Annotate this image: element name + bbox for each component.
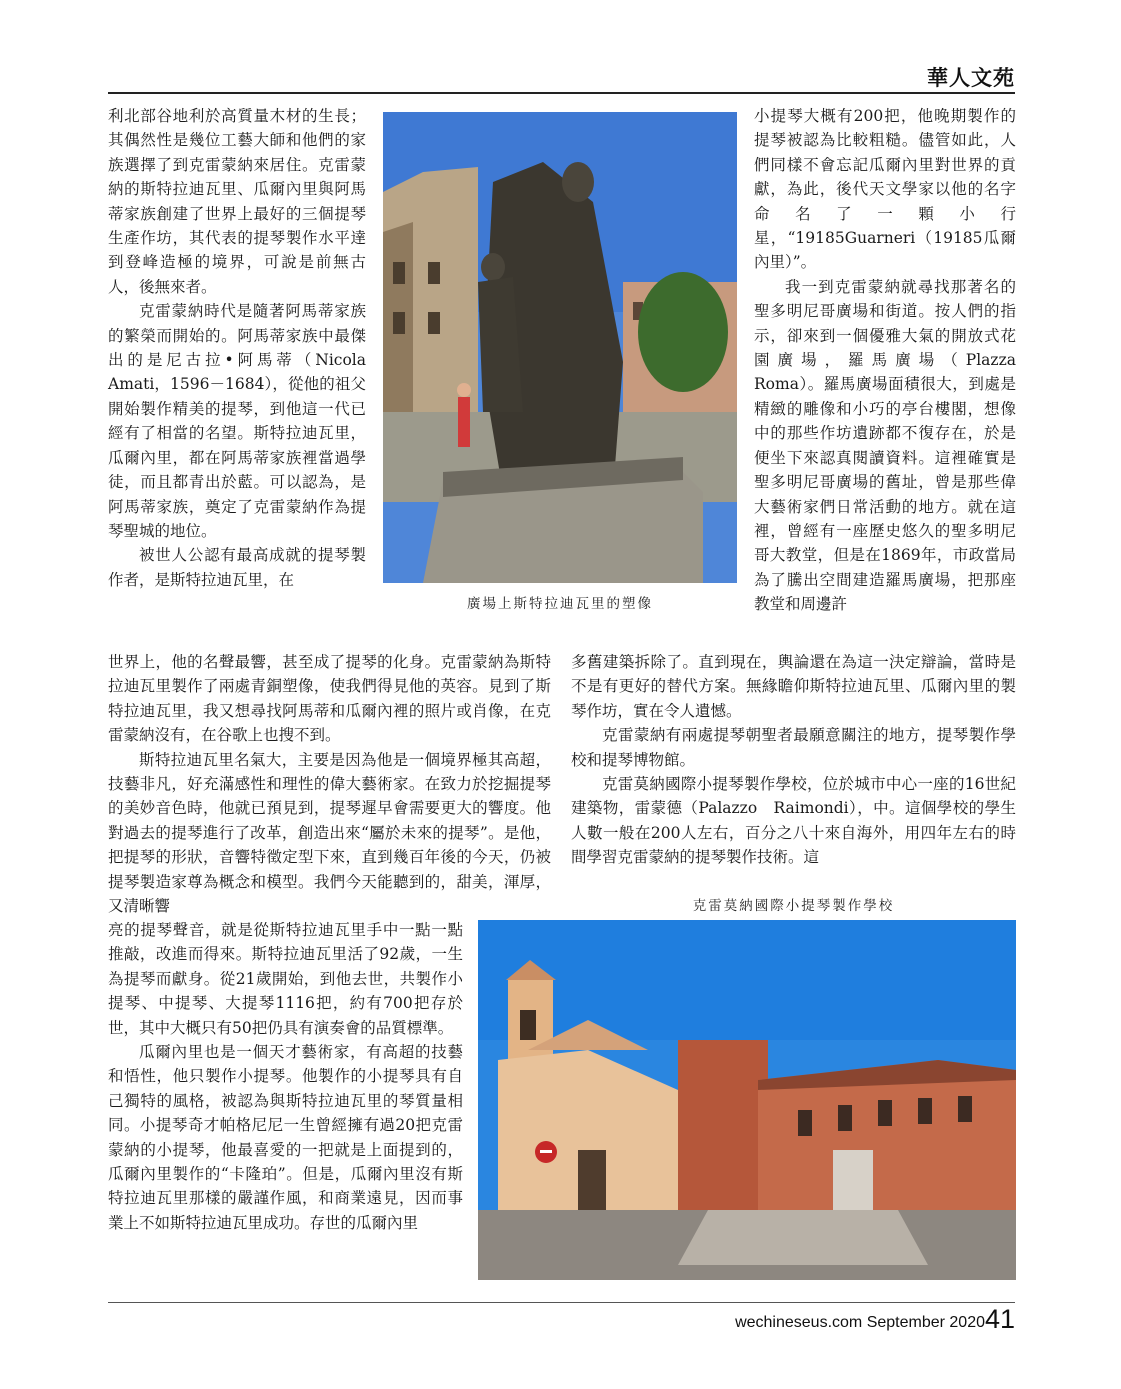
paragraph: 小提琴大概有200把，他晚期製作的提琴被認為比較粗糙。儘管如此，人們同樣不會忘記瓜爾內里對世界的貢獻，為此，後代天文學家以他的名字命名了一顆小行星，“19185Guarneri（19185瓜爾內里）”。	[754, 107, 1016, 272]
bottom-left-column	[108, 918, 463, 1235]
paragraph: 克雷莫納國際小提琴製作學校，位於城市中心一座的16世紀建築物，雷蒙德（Palazzo Raimondi），中。這個學校的學生人數一般在200人左右，百分之八十來自海外，用四年左右的時間學習克雷蒙納的提琴製作技術。這	[571, 775, 1016, 867]
header-rule	[108, 92, 1015, 94]
footer-site-date: wechineseus.com September 2020	[735, 1314, 985, 1331]
paragraph: 克雷蒙納時代是隨著阿馬蒂家族的繁榮而開始的。阿馬蒂家族中最傑出的是尼古拉•阿馬蒂（Nicola Amati，1596－1684），從他的祖父開始製作精美的提琴，到他這一代已經有了相當的名望。斯特拉迪瓦里，瓜爾內里，都在阿馬蒂家族裡當過學徒，而且都青出於藍。可以認為，是阿馬蒂家族，奠定了克雷蒙納作為提琴聖城的地位。	[108, 302, 382, 540]
paragraph: 世界上，他的名聲最響，甚至成了提琴的化身。克雷蒙納為斯特拉迪瓦里製作了兩處青銅塑像，使我們得見他的英容。見到了斯特拉迪瓦里，我又想尋找阿馬蒂和瓜爾內裡的照片或肖像，在克雷蒙納沒有，在谷歌上也搜不到。	[108, 653, 551, 745]
school-photo	[478, 920, 1016, 1280]
section-title: 華人文苑	[927, 66, 1015, 90]
right-column	[754, 104, 1032, 617]
paragraph: 我一到克雷蒙納就尋找那著名的聖多明尼哥廣場和街道。按人們的指示，卻來到一個優雅大氣的開放式花園廣場，羅馬廣場（Plazza Roma）。羅馬廣場面積很大，到處是精緻的雕像和小巧的亭台樓閣，想像中的那些作坊遺跡都不復存在，於是便坐下來認真閱讀資料。這裡確實是聖多明尼哥廣場的舊址，曾是那些偉大藝術家們日常活動的地方。就在這裡，曾經有一座歷史悠久的聖多明尼哥大教堂，但是在1869年，市政當局為了騰出空間建造羅馬廣場，把那座教堂和周邊許	[754, 277, 1032, 614]
statue-caption: 廣場上斯特拉迪瓦里的塑像	[467, 596, 653, 612]
paragraph: 克雷蒙納有兩處提琴朝聖者最願意關注的地方，提琴製作學校和提琴博物館。	[571, 726, 1016, 769]
paragraph: 瓜爾內里也是一個天才藝術家，有高超的技藝和悟性，他只製作小提琴。他製作的小提琴具有自己獨特的風格，被認為與斯特拉迪瓦里的琴質量相同。小提琴奇才帕格尼尼一生曾經擁有過20把克雷蒙納的小提琴，他最喜愛的一把就是上面提到的，瓜爾內里製作的“卡隆珀”。但是，瓜爾內里沒有斯特拉迪瓦里那樣的嚴謹作風，和商業遠見，因而事業上不如斯特拉迪瓦里成功。存世的瓜爾內里	[108, 1043, 463, 1232]
paragraph: 亮的提琴聲音，就是從斯特拉迪瓦里手中一點一點推敲，改進而得來。斯特拉迪瓦里活了92歲，一生為提琴而獻身。從21歲開始，到他去世，共製作小提琴、中提琴、大提琴1116把，約有700把存於世，其中大概只有50把仍具有演奏會的品質標準。	[108, 921, 463, 1037]
middle-right-block	[571, 650, 1016, 870]
paragraph: 利北部谷地利於高質量木材的生長；其偶然性是幾位工藝大師和他們的家族選擇了到克雷蒙納來居住。克雷蒙納的斯特拉迪瓦里、瓜爾內里與阿馬蒂家族創建了世界上最好的三個提琴生產作坊，其代表的提琴製作水平達到登峰造極的境界，可說是前無古人，後無來者。	[108, 107, 366, 296]
statue-photo	[383, 112, 737, 583]
school-caption: 克雷莫納國際小提琴製作學校	[692, 898, 895, 914]
page-number: 41	[984, 1304, 1015, 1334]
footer-rule	[108, 1302, 1015, 1303]
paragraph: 斯特拉迪瓦里名氣大，主要是因為他是一個境界極其高超，技藝非凡，好充滿感性和理性的偉大藝術家。在致力於挖掘提琴的美妙音色時，他就已預見到，提琴遲早會需要更大的響度。他對過去的提琴進行了改革，創造出來“屬於未來的提琴”。是他，把提琴的形狀，音響特徵定型下來，直到幾百年後的今天，仍被提琴製造家尊為概念和模型。我們今天能聽到的，甜美，渾厚，又清晰響	[108, 750, 551, 916]
left-column	[108, 104, 382, 592]
paragraph: 多舊建築拆除了。直到現在，輿論還在為這一決定辯論，當時是不是有更好的替代方案。無緣瞻仰斯特拉迪瓦里、瓜爾內里的製琴作坊，實在令人遺憾。	[571, 653, 1016, 720]
middle-left-block	[108, 650, 551, 918]
paragraph: 被世人公認有最高成就的提琴製作者，是斯特拉迪瓦里，在	[108, 546, 366, 589]
